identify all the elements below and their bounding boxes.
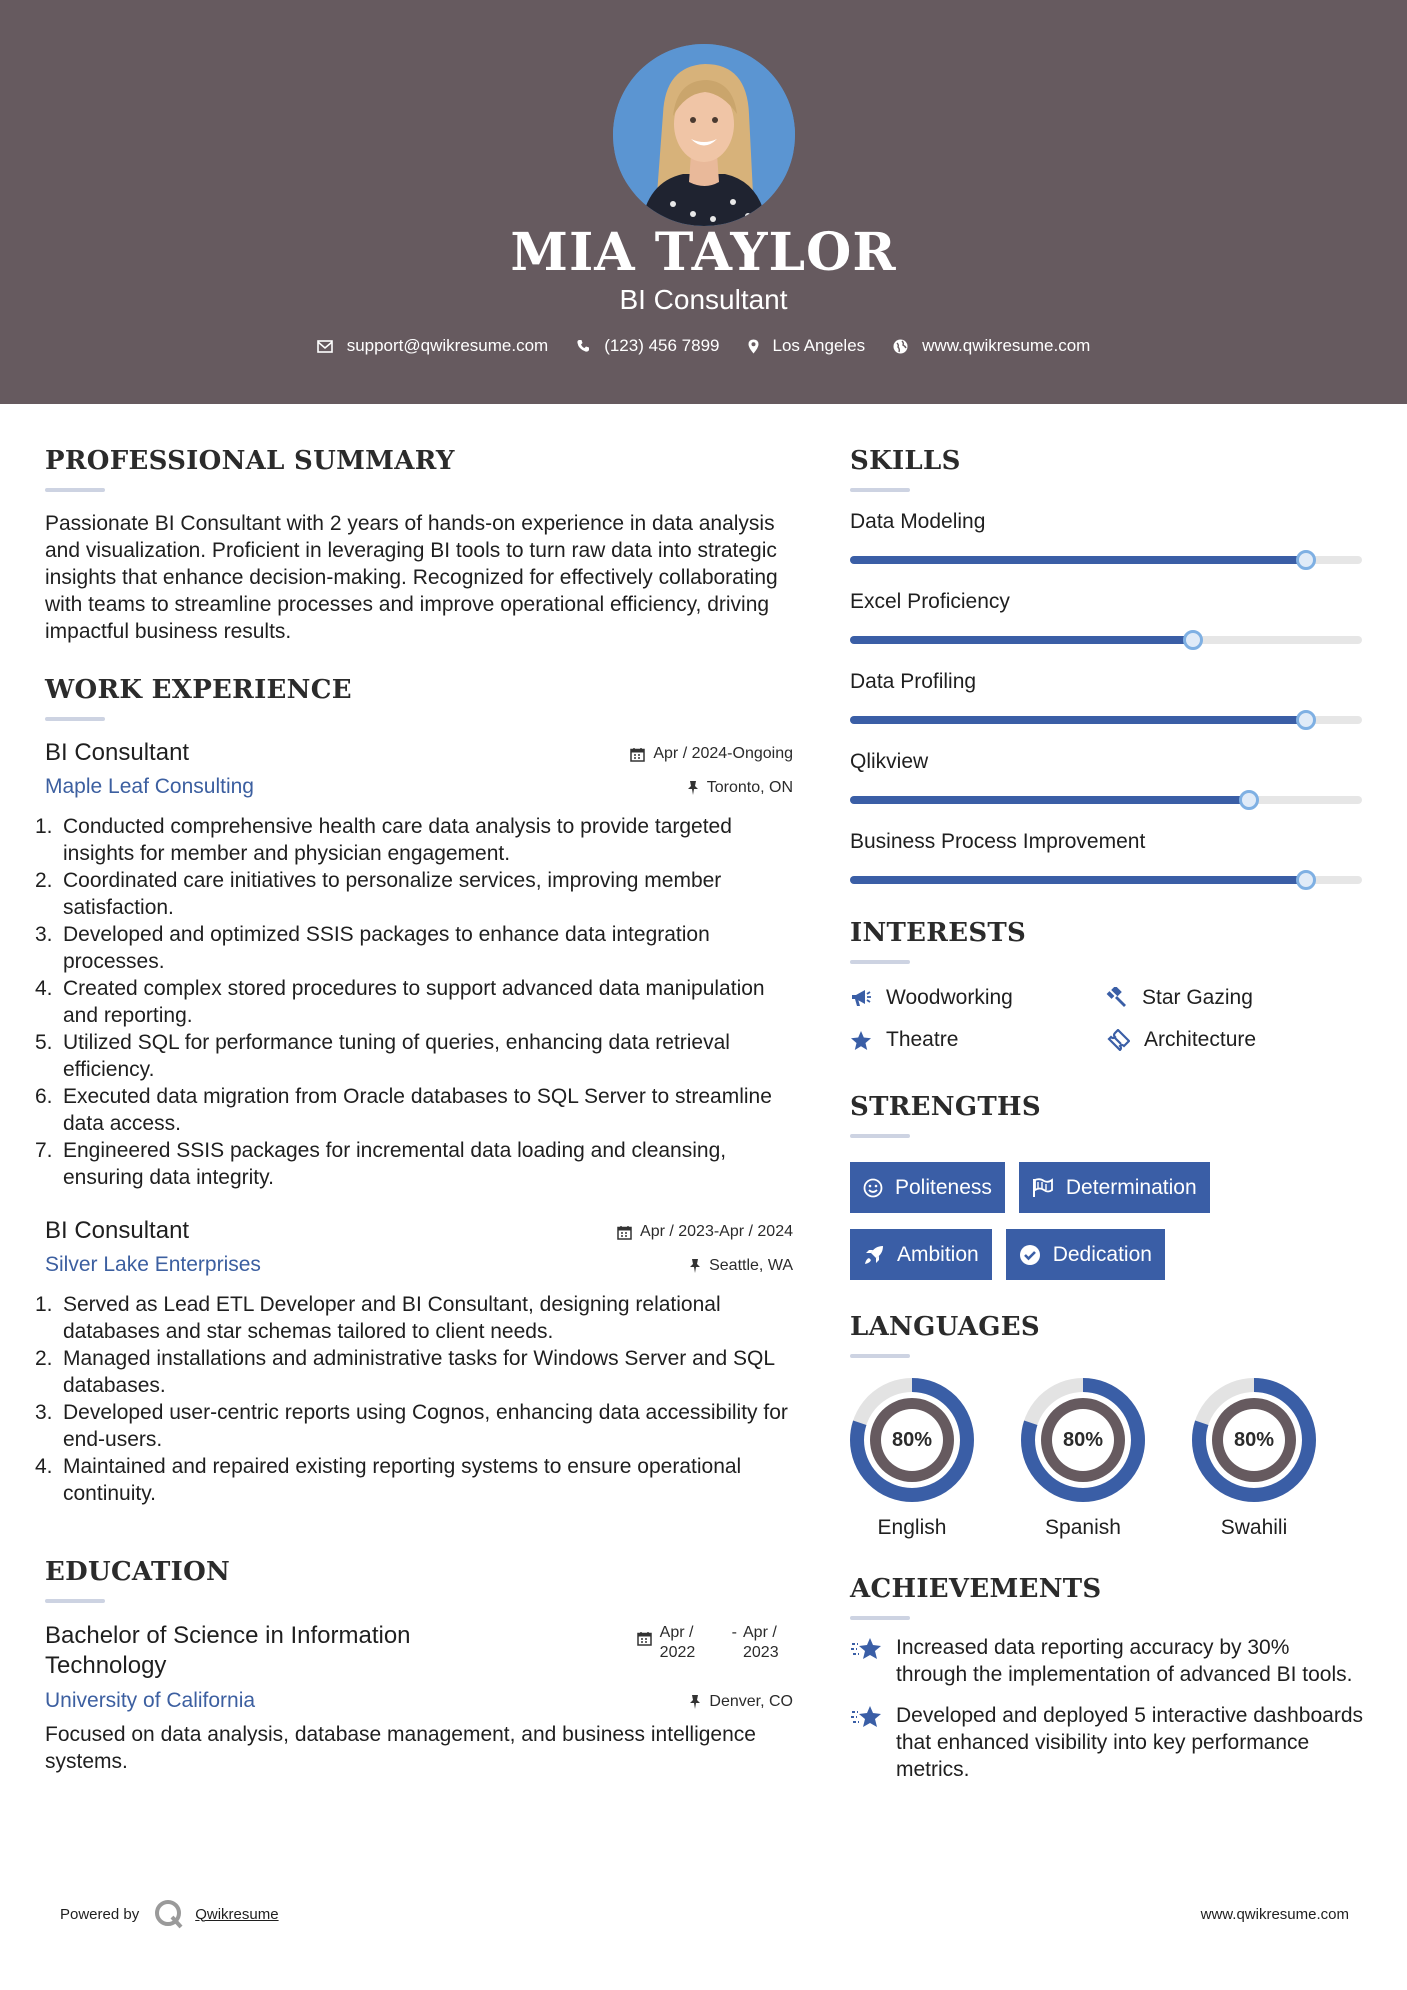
job-location-text: Seattle, WA — [709, 1257, 793, 1274]
star-icon — [850, 1030, 872, 1051]
education-location-text: Denver, CO — [709, 1693, 793, 1710]
pushpin-icon — [687, 780, 699, 796]
section-title: PROFESSIONAL SUMMARY — [45, 446, 455, 476]
left-column — [35, 404, 793, 1775]
skill-level-bar — [850, 636, 1362, 644]
resume-header — [0, 0, 1407, 404]
job-entry — [35, 1217, 793, 1507]
envelope-icon — [317, 340, 333, 353]
contact-location — [748, 336, 866, 356]
education-location — [689, 1693, 793, 1711]
footer-powered-by — [60, 1898, 279, 1930]
language-name: Spanish — [1045, 1516, 1121, 1539]
skill-name: Excel Proficiency — [850, 590, 1010, 613]
language-percent: 80% — [1062, 1428, 1104, 1451]
megaphone-icon — [850, 988, 872, 1008]
check-circle-icon — [1019, 1244, 1041, 1266]
section-divider — [850, 1616, 910, 1620]
skill-level-bar — [850, 556, 1362, 564]
brand-link[interactable]: Qwikresume — [195, 1905, 279, 1923]
section-title: ACHIEVEMENTS — [850, 1574, 1102, 1604]
school-name[interactable]: University of California — [45, 1689, 256, 1712]
skill-name: Data Modeling — [850, 510, 986, 533]
skill-name: Data Profiling — [850, 670, 977, 693]
shooting-star-icon — [850, 1704, 884, 1732]
profile-photo-illustration — [613, 44, 795, 226]
pushpin-icon — [689, 1694, 701, 1710]
summary-section — [45, 446, 793, 645]
list-item: 1. Conducted comprehensive health care data analysis to provide targeted insights for member and physician engagement. — [35, 815, 732, 865]
skill-row — [850, 510, 1365, 564]
skill-name: Business Process Improvement — [850, 830, 1146, 853]
globe-icon — [893, 339, 908, 354]
job-title: BI Consultant — [45, 1217, 190, 1244]
list-item: 1. Served as Lead ETL Developer and BI Consultant, designing relational databases and star schemas tailored to client needs. — [35, 1293, 721, 1343]
list-item: 4. Maintained and repaired existing reporting systems to ensure operational continuity. — [35, 1455, 742, 1505]
achievement-item: Increased data reporting accuracy by 30% through the implementation of advanced BI tools. — [850, 1634, 1365, 1688]
job-title: BI Consultant — [45, 739, 190, 766]
skills-section — [850, 446, 1365, 884]
education-end: Apr / 2023 — [743, 1624, 779, 1661]
powered-by-label: Powered by — [60, 1905, 140, 1923]
interest-item: Theatre — [850, 1028, 1106, 1052]
list-item: 2. Coordinated care initiatives to personalize services, improving member satisfaction. — [35, 869, 722, 919]
strength-tag: Determination — [1019, 1162, 1210, 1213]
job-location — [687, 779, 793, 797]
gavel-icon — [1106, 987, 1128, 1009]
skill-row — [850, 830, 1365, 884]
skill-level-bar — [850, 876, 1362, 884]
skill-level-bar — [850, 716, 1362, 724]
language-percent: 80% — [891, 1428, 933, 1451]
list-item: 4. Created complex stored procedures to support advanced data manipulation and reporting. — [35, 977, 765, 1027]
section-title: SKILLS — [850, 446, 961, 476]
skill-level-fill — [850, 636, 1193, 644]
education-description: Focused on data analysis, database management, and business intelligence systems. — [45, 1723, 756, 1773]
skill-row — [850, 750, 1365, 804]
strength-tag: Dedication — [1006, 1229, 1165, 1280]
section-divider — [45, 1599, 105, 1603]
qwikresume-logo-icon — [153, 1898, 185, 1930]
right-column — [850, 404, 1365, 1783]
strength-tag: Ambition — [850, 1229, 992, 1280]
language-ring — [1192, 1378, 1316, 1502]
job-bullets — [35, 813, 793, 1191]
job-dates-text: Apr / 2024-Ongoing — [653, 745, 793, 762]
skill-level-fill — [850, 556, 1306, 564]
calendar-icon — [617, 1225, 632, 1240]
email-text: support@qwikresume.com — [346, 336, 549, 355]
section-divider — [45, 488, 105, 492]
job-location-text: Toronto, ON — [706, 779, 793, 796]
footer-website[interactable]: www.qwikresume.com — [1200, 1906, 1349, 1923]
ticket-icon — [1106, 1029, 1130, 1051]
profile-photo — [613, 44, 795, 226]
skill-level-knob — [1296, 550, 1316, 570]
rocket-icon — [863, 1244, 885, 1266]
map-pin-icon — [748, 339, 759, 354]
website-text: www.qwikresume.com — [922, 336, 1091, 355]
language-ring — [850, 1378, 974, 1502]
education-start: Apr / 2022 — [659, 1624, 696, 1661]
skill-row — [850, 670, 1365, 724]
smile-icon — [863, 1178, 883, 1198]
language-item — [1021, 1378, 1192, 1540]
skill-level-knob — [1183, 630, 1203, 650]
calendar-icon — [630, 747, 645, 762]
phone-text: (123) 456 7899 — [604, 336, 720, 355]
skill-name: Qlikview — [850, 750, 929, 773]
strength-tags — [850, 1162, 1320, 1280]
language-name: Swahili — [1220, 1516, 1288, 1539]
job-entry — [35, 739, 793, 1191]
shooting-star-icon — [850, 1636, 884, 1664]
section-divider — [850, 960, 910, 964]
section-title: INTERESTS — [850, 918, 1027, 948]
interest-item: Woodworking — [850, 986, 1106, 1010]
section-title: STRENGTHS — [850, 1092, 1041, 1122]
list-item: 5. Utilized SQL for performance tuning of queries, enhancing data retrieval efficiency. — [35, 1031, 730, 1081]
interests-section — [850, 918, 1365, 1052]
list-item: 3. Developed user-centric reports using Cognos, enhancing data accessibility for end-users. — [35, 1401, 788, 1451]
summary-text: Passionate BI Consultant with 2 years of hands-on experience in data analysis and visualization. Proficient in leveraging BI tools to turn raw data into strategic insights that enhance decision-making. Recognized for effectively collaborating with teams to streamline processes and improve operational efficiency, driving impactful business results. — [45, 512, 778, 643]
strength-tag: Politeness — [850, 1162, 1005, 1213]
skill-level-knob — [1296, 870, 1316, 890]
contact-phone[interactable] — [576, 336, 719, 356]
achievements-section — [850, 1574, 1365, 1783]
pushpin-icon — [689, 1258, 701, 1274]
degree-title: Bachelor of Science in Information Technology — [45, 1622, 411, 1679]
skill-level-fill — [850, 876, 1306, 884]
date-separator: - — [731, 1624, 737, 1641]
achievement-item: Developed and deployed 5 interactive dashboards that enhanced visibility into key performance metrics. — [850, 1702, 1365, 1783]
candidate-name: MIA TAYLOR — [510, 222, 897, 283]
skill-level-bar — [850, 796, 1362, 804]
skills-list — [850, 510, 1365, 884]
list-item: 2. Managed installations and administrative tasks for Windows Server and SQL databases. — [35, 1347, 775, 1397]
location-text: Los Angeles — [772, 336, 866, 355]
language-name: English — [877, 1516, 947, 1539]
section-divider — [850, 488, 910, 492]
candidate-role: BI Consultant — [619, 284, 788, 315]
education-section — [45, 1557, 793, 1775]
section-divider — [850, 1134, 910, 1138]
language-percent: 80% — [1233, 1428, 1275, 1451]
phone-icon — [576, 339, 590, 353]
job-dates — [617, 1223, 793, 1241]
job-dates-text: Apr / 2023-Apr / 2024 — [640, 1223, 793, 1240]
job-company[interactable]: Silver Lake Enterprises — [45, 1253, 261, 1276]
job-company[interactable]: Maple Leaf Consulting — [45, 775, 254, 798]
language-item — [1192, 1378, 1363, 1540]
skill-row — [850, 590, 1365, 644]
section-title: EDUCATION — [45, 1557, 231, 1587]
language-item — [850, 1378, 1021, 1540]
job-bullets — [35, 1291, 793, 1507]
strengths-section — [850, 1092, 1365, 1280]
skill-level-fill — [850, 716, 1306, 724]
calendar-icon — [637, 1631, 652, 1646]
section-title: WORK EXPERIENCE — [45, 675, 352, 705]
experience-section — [35, 675, 793, 1507]
list-item: 7. Engineered SSIS packages for incremental data loading and cleansing, ensuring data integrity. — [35, 1139, 727, 1189]
skill-level-knob — [1239, 790, 1259, 810]
skill-level-knob — [1296, 710, 1316, 730]
languages-list — [850, 1378, 1365, 1540]
contact-bar — [0, 336, 1407, 356]
list-item: 6. Executed data migration from Oracle databases to SQL Server to streamline data access. — [35, 1085, 772, 1135]
interest-item: Star Gazing — [1106, 986, 1362, 1010]
contact-website[interactable] — [893, 336, 1090, 356]
section-title: LANGUAGES — [850, 1312, 1040, 1342]
list-item: 3. Developed and optimized SSIS packages to enhance data integration processes. — [35, 923, 710, 973]
education-dates — [637, 1623, 793, 1663]
language-ring — [1021, 1378, 1145, 1502]
job-dates — [630, 745, 793, 763]
contact-email[interactable] — [317, 336, 549, 356]
languages-section — [850, 1312, 1365, 1540]
job-location — [689, 1257, 793, 1275]
section-divider — [45, 717, 105, 721]
interests-grid — [850, 986, 1365, 1052]
flag-icon — [1032, 1178, 1054, 1198]
section-divider — [850, 1354, 910, 1358]
interest-item: Architecture — [1106, 1028, 1362, 1052]
skill-level-fill — [850, 796, 1249, 804]
